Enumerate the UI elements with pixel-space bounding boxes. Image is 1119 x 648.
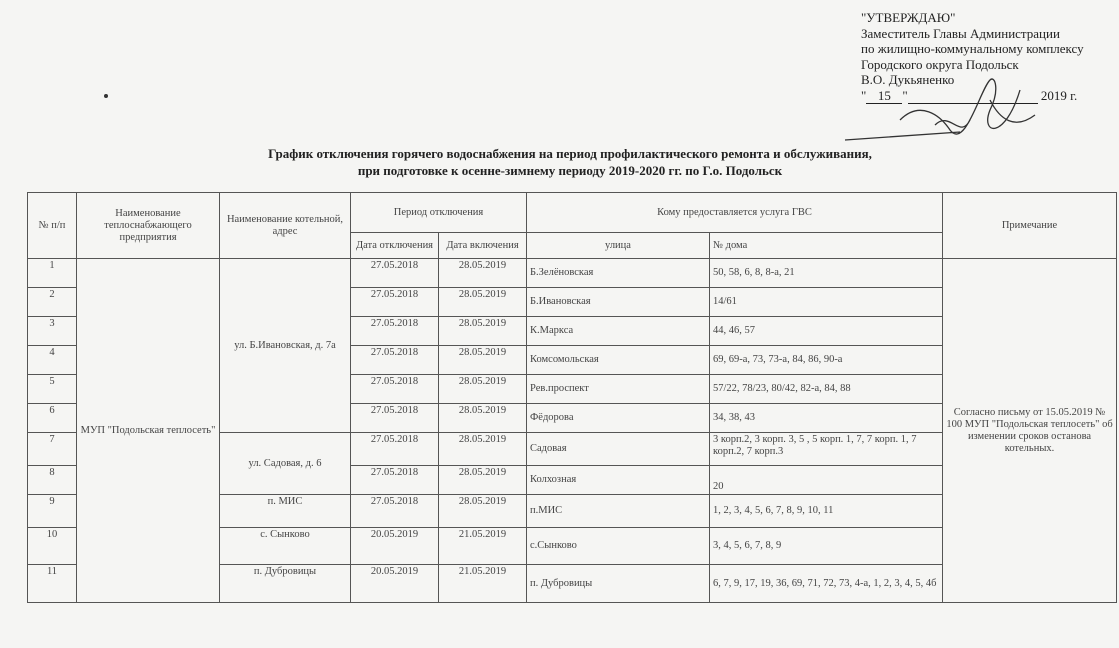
row-num: 4 <box>28 346 77 375</box>
approval-year: 2019 г. <box>1040 87 1078 103</box>
header-num: № п/п <box>28 193 77 259</box>
header-house: № дома <box>710 233 943 259</box>
header-street: улица <box>527 233 710 259</box>
date-off-cell: 27.05.2018 <box>351 495 439 528</box>
date-off-cell: 27.05.2018 <box>351 404 439 433</box>
street-cell: п.МИС <box>527 495 710 528</box>
date-off-cell: 27.05.2018 <box>351 288 439 317</box>
boiler-cell: п. МИС <box>220 495 351 528</box>
date-off-cell: 27.05.2018 <box>351 346 439 375</box>
row-num: 10 <box>28 528 77 565</box>
row-num: 5 <box>28 375 77 404</box>
date-on-cell: 21.05.2019 <box>439 565 527 603</box>
row-num: 6 <box>28 404 77 433</box>
header-recipients: Кому предоставляется услуга ГВС <box>527 193 943 233</box>
approval-day: 15 <box>866 88 902 105</box>
note-cell: Согласно письму от 15.05.2019 № 100 МУП "Подольская теплосеть" об изменении сроков останова котельных. <box>943 259 1117 603</box>
house-cell: 69, 69-а, 73, 73-а, 84, 86, 90-а <box>710 346 943 375</box>
date-off-cell: 20.05.2019 <box>351 565 439 603</box>
street-cell: Рев.проспект <box>527 375 710 404</box>
boiler-cell: с. Сынково <box>220 528 351 565</box>
row-num: 7 <box>28 433 77 466</box>
row-num: 9 <box>28 495 77 528</box>
street-cell: с.Сынково <box>527 528 710 565</box>
header-boiler: Наименование котельной, адрес <box>220 193 351 259</box>
date-on-cell: 28.05.2019 <box>439 404 527 433</box>
date-on-cell: 28.05.2019 <box>439 317 527 346</box>
table-row <box>28 259 1117 288</box>
date-off-cell: 27.05.2018 <box>351 466 439 495</box>
street-cell: Садовая <box>527 433 710 466</box>
date-off-cell: 27.05.2018 <box>351 375 439 404</box>
schedule-table <box>27 192 1117 603</box>
row-num: 11 <box>28 565 77 603</box>
date-on-cell: 28.05.2019 <box>439 495 527 528</box>
street-cell: Колхозная <box>527 466 710 495</box>
date-off-cell: 27.05.2018 <box>351 433 439 466</box>
date-on-cell: 28.05.2019 <box>439 433 527 466</box>
house-cell: 14/61 <box>710 288 943 317</box>
header-date-off: Дата отключения <box>351 233 439 259</box>
house-cell: 3, 4, 5, 6, 7, 8, 9 <box>710 528 943 565</box>
house-cell: 1, 2, 3, 4, 5, 6, 7, 8, 9, 10, 11 <box>710 495 943 528</box>
boiler-cell: п. Дубровицы <box>220 565 351 603</box>
header-date-on: Дата включения <box>439 233 527 259</box>
row-num: 8 <box>28 466 77 495</box>
house-cell: 57/22, 78/23, 80/42, 82-а, 84, 88 <box>710 375 943 404</box>
street-cell: Б.Зелёновская <box>527 259 710 288</box>
house-cell: 20 <box>710 466 943 495</box>
approval-heading: "УТВЕРЖДАЮ" <box>861 10 956 25</box>
approval-line-1: Заместитель Главы Администрации <box>861 25 1060 41</box>
street-cell: Б.Ивановская <box>527 288 710 317</box>
date-off-cell: 27.05.2018 <box>351 259 439 288</box>
header-note: Примечание <box>943 193 1117 259</box>
street-cell: Комсомольская <box>527 346 710 375</box>
street-cell: Фёдорова <box>527 404 710 433</box>
house-cell: 3 корп.2, 3 корп. 3, 5 , 5 корп. 1, 7, 7 корп. 1, 7 корп.2, 7 корп.3 <box>710 433 943 466</box>
document-title <box>180 145 960 179</box>
date-on-cell: 28.05.2019 <box>439 466 527 495</box>
stray-mark <box>104 94 108 98</box>
approval-line-3: Городского округа Подольск <box>861 56 1019 72</box>
approval-date: " 15 " 2019 г. <box>861 87 1078 103</box>
boiler-cell: ул. Садовая, д. 6 <box>220 433 351 495</box>
date-on-cell: 28.05.2019 <box>439 346 527 375</box>
date-on-cell: 28.05.2019 <box>439 375 527 404</box>
house-cell: 6, 7, 9, 17, 19, 36, 69, 71, 72, 73, 4-а, 1, 2, 3, 4, 5, 4б <box>710 565 943 603</box>
header-period: Период отключения <box>351 193 527 233</box>
street-cell: К.Маркса <box>527 317 710 346</box>
house-cell: 50, 58, 6, 8, 8-а, 21 <box>710 259 943 288</box>
street-cell: п. Дубровицы <box>527 565 710 603</box>
title-line-2: при подготовке к осенне-зимнему периоду 2019-2020 гг. по Г.о. Подольск <box>357 163 783 178</box>
org-cell: МУП "Подольская теплосеть" <box>77 259 220 603</box>
header-org: Наименование теплоснабжающего предприятия <box>77 193 220 259</box>
title-line-1: График отключения горячего водоснабжения на период профилактического ремонта и обслуживания, <box>268 146 872 161</box>
house-cell: 44, 46, 57 <box>710 317 943 346</box>
date-on-cell: 28.05.2019 <box>439 288 527 317</box>
approval-line-2: по жилищно-коммунальному комплексу <box>861 41 1084 56</box>
house-cell: 34, 38, 43 <box>710 404 943 433</box>
date-on-cell: 28.05.2019 <box>439 259 527 288</box>
approval-line-4: В.О. Дукьяненко <box>861 72 955 87</box>
date-off-cell: 20.05.2019 <box>351 528 439 565</box>
boiler-cell: ул. Б.Ивановская, д. 7а <box>220 259 351 433</box>
date-off-cell: 27.05.2018 <box>351 317 439 346</box>
row-num: 1 <box>28 259 77 288</box>
row-num: 2 <box>28 288 77 317</box>
row-num: 3 <box>28 317 77 346</box>
date-on-cell: 21.05.2019 <box>439 528 527 565</box>
